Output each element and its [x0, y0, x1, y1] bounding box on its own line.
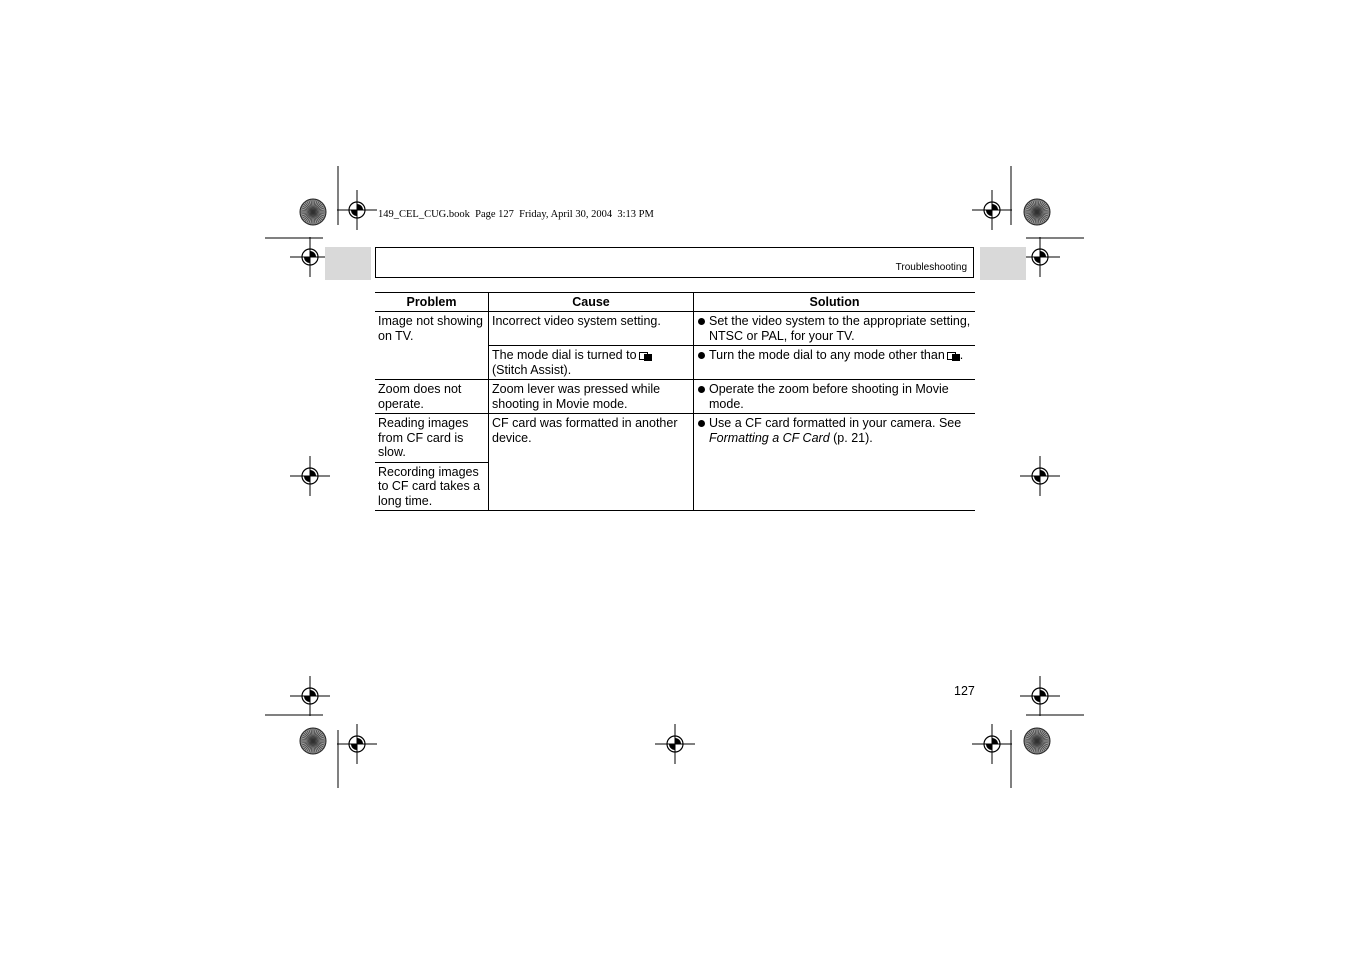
- registration-quadrant: [1034, 257, 1040, 263]
- page-number: 127: [954, 684, 975, 698]
- solution-text: Set the video system to the appropriate setting, NTSC or PAL, for your TV.: [709, 314, 971, 343]
- bullet-icon: [698, 386, 705, 393]
- stitch-assist-icon: [639, 351, 652, 360]
- column-header-solution: Solution: [694, 293, 976, 312]
- problem-cell: Reading images from CF card is slow.: [375, 414, 489, 463]
- book-info: 149_CEL_CUG.book Page 127 Friday, April 30, 2004 3:13 PM: [378, 209, 654, 220]
- bullet-icon: [698, 352, 705, 359]
- troubleshooting-table: [375, 292, 975, 511]
- solution-cell: [694, 312, 976, 346]
- solution-cell: [694, 380, 976, 414]
- registration-quadrant: [992, 204, 998, 210]
- problem-cell: Image not showing on TV.: [375, 312, 489, 380]
- registration-quadrant: [357, 738, 363, 744]
- solution-cell: [694, 346, 976, 380]
- registration-quadrant: [351, 210, 357, 216]
- registration-quadrant: [1040, 251, 1046, 257]
- stitch-assist-icon: [947, 351, 960, 360]
- registration-quadrant: [1034, 696, 1040, 702]
- table-header-row: [375, 293, 975, 312]
- registration-quadrant: [992, 738, 998, 744]
- registration-quadrant: [310, 470, 316, 476]
- gray-tab-left: [325, 247, 371, 280]
- column-header-cause: Cause: [489, 293, 694, 312]
- cause-cell: [489, 346, 694, 380]
- registration-quadrant: [304, 476, 310, 482]
- registration-quadrant: [675, 738, 681, 744]
- header-box: [375, 247, 974, 278]
- registration-quadrant: [304, 696, 310, 702]
- registration-quadrant: [1040, 470, 1046, 476]
- section-title: Troubleshooting: [895, 262, 967, 273]
- registration-quadrant: [986, 210, 992, 216]
- solution-text: Use a CF card formatted in your camera. See: [709, 416, 962, 430]
- solution-text-end: .: [959, 348, 964, 362]
- registration-quadrant: [986, 744, 992, 750]
- registration-quadrant: [351, 744, 357, 750]
- table-row: [375, 312, 975, 346]
- solution-page-reference: (p. 21).: [833, 430, 873, 445]
- bullet-icon: [698, 420, 705, 427]
- registration-quadrant: [1034, 476, 1040, 482]
- gray-tab-right: [980, 247, 1026, 280]
- solution-cell: [694, 414, 976, 511]
- registration-quadrant: [310, 690, 316, 696]
- solution-text: Turn the mode dial to any mode other than: [709, 348, 945, 362]
- cause-text-continued: (Stitch Assist).: [492, 362, 572, 377]
- registration-quadrant: [669, 744, 675, 750]
- problem-cell: Zoom does not operate.: [375, 380, 489, 414]
- registration-quadrant: [1040, 690, 1046, 696]
- cause-cell: CF card was formatted in another device.: [489, 414, 694, 511]
- registration-quadrant: [310, 251, 316, 257]
- table-row: [375, 380, 975, 414]
- solution-reference-title: Formatting a CF Card: [709, 430, 830, 445]
- cause-cell: Zoom lever was pressed while shooting in Movie mode.: [489, 380, 694, 414]
- column-header-problem: Problem: [375, 293, 489, 312]
- table-row: [375, 414, 975, 463]
- problem-cell: Recording images to CF card takes a long time.: [375, 462, 489, 511]
- solution-text: Operate the zoom before shooting in Movie mode.: [709, 382, 949, 411]
- bullet-icon: [698, 318, 705, 325]
- cause-text: The mode dial is turned to: [492, 348, 637, 362]
- cause-cell: Incorrect video system setting.: [489, 312, 694, 346]
- registration-quadrant: [304, 257, 310, 263]
- registration-quadrant: [357, 204, 363, 210]
